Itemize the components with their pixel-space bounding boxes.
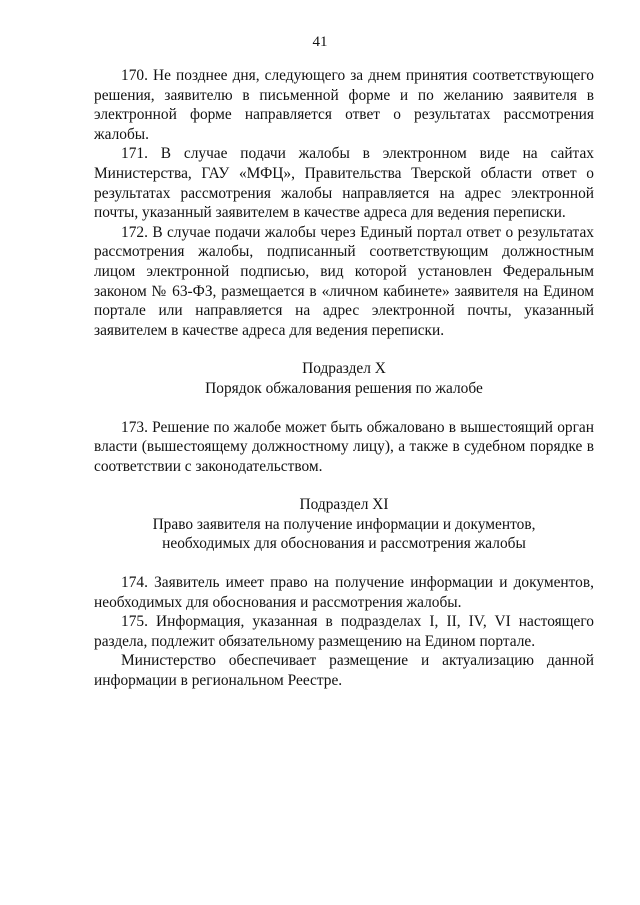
paragraph-172: 172. В случае подачи жалобы через Единый портал ответ о результатах рассмотрения жалобы, подписанный соответствующим должностным лицом электронной подписью, вид которой установлен Федеральным законом № 63-ФЗ, размещается в «личном кабинете» заявителя на Едином портале или направляется на адрес электронной почты, указанный заявителем в качестве адреса для ведения переписки. — [94, 223, 594, 339]
page-number: 41 — [312, 34, 328, 50]
subsection-x-label: Подраздел X — [302, 360, 386, 378]
paragraph-174: 174. Заявитель имеет право на получение информации и документов, необходимых для обоснования и рассмотрения жалобы. — [94, 574, 594, 611]
paragraph-173: 173. Решение по жалобе может быть обжаловано в вышестоящий орган власти (вышестоящему должностному лицу), а также в судебном порядке в соответствии с законодательством. — [94, 418, 594, 475]
subsection-xi-title-line-1: Право заявителя на получение информации и документов, — [152, 515, 536, 533]
paragraph-175-continued: Министерство обеспечивает размещение и актуализацию данной информации в региональном Реестре. — [94, 652, 594, 690]
subsection-x-title: Порядок обжалования решения по жалобе — [205, 379, 483, 397]
document-body — [94, 66, 594, 691]
paragraph-170: 170. Не позднее дня, следующего за днем принятия соответствующего решения, заявителю в письменной форме и по желанию заявителя в электронной форме направляется ответ о результатах рассмотрения жалобы. — [94, 67, 594, 143]
paragraph-171: 171. В случае подачи жалобы в электронном виде на сайтах Министерства, ГАУ «МФЦ», Правительства Тверской области ответ о результатах рассмотрения жалобы направляется на адрес электронной почты, указанный заявителем в качестве адреса для ведения переписки. — [94, 145, 594, 222]
subsection-xi-label: Подраздел XI — [299, 496, 389, 514]
paragraph-175: 175. Информация, указанная в подразделах I, II, IV, VI настоящего раздела, подлежит обязательному размещению на Едином портале. — [94, 613, 594, 650]
subsection-xi-title-line-2: необходимых для обоснования и рассмотрения жалобы — [162, 535, 526, 553]
